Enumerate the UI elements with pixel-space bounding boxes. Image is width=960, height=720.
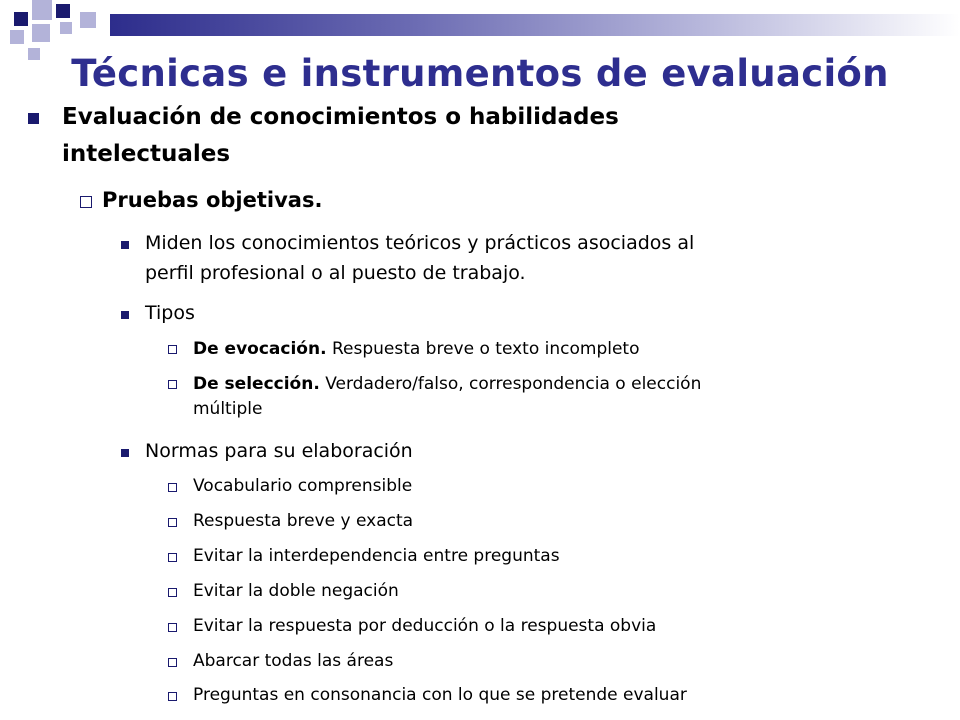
miden-line2: perfil profesional o al puesto de trabajo. [145, 262, 526, 284]
norma-item-7: Preguntas en consonancia con lo que se pretende evaluar [193, 685, 687, 705]
norma-item-6: Abarcar todas las áreas [193, 651, 394, 671]
norma3-hollow-bullet-icon [168, 553, 177, 562]
tipo2-bold: De selección. [193, 374, 320, 394]
decor-square-7 [80, 12, 96, 28]
norma-item-2: Respuesta breve y exacta [193, 511, 414, 531]
tipos-label: Tipos [145, 302, 195, 324]
miden-line1: Miden los conocimientos teóricos y prácticos asociados al [145, 232, 695, 254]
normas-bullet-icon [121, 449, 129, 457]
tipo2-line2: múltiple [193, 399, 263, 419]
level1-bullet-icon [28, 113, 39, 124]
miden-bullet-icon [121, 241, 129, 249]
norma7-hollow-bullet-icon [168, 692, 177, 701]
tipo1-hollow-bullet-icon [168, 345, 177, 354]
tipo2-text: Verdadero/falso, correspondencia o elección [319, 374, 702, 394]
norma-item-3: Evitar la interdependencia entre preguntas [193, 546, 560, 566]
tipo2-hollow-bullet-icon [168, 380, 177, 389]
decor-square-6 [60, 22, 72, 34]
norma2-hollow-bullet-icon [168, 518, 177, 527]
decor-square-3 [56, 4, 70, 18]
norma-item-5: Evitar la respuesta por deducción o la respuesta obvia [193, 616, 657, 636]
decor-square-2 [32, 0, 52, 20]
level1-line2: intelectuales [62, 141, 231, 167]
decor-square-1 [14, 12, 28, 26]
norma5-hollow-bullet-icon [168, 623, 177, 632]
tipo1-bold: De evocación. [193, 339, 327, 359]
norma1-hollow-bullet-icon [168, 483, 177, 492]
norma-item-1: Vocabulario comprensible [193, 476, 413, 496]
tipos-bullet-icon [121, 311, 129, 319]
level2-heading: Pruebas objetivas. [102, 188, 323, 212]
norma6-hollow-bullet-icon [168, 658, 177, 667]
level1-line1: Evaluación de conocimientos o habilidades [62, 104, 619, 130]
tipo1-item [193, 337, 639, 361]
tipo1-text: Respuesta breve o texto incompleto [326, 339, 640, 359]
decor-square-4 [10, 30, 24, 44]
header-gradient-bar [110, 14, 960, 36]
decor-square-5 [32, 24, 50, 42]
norma4-hollow-bullet-icon [168, 588, 177, 597]
tipo2-item [193, 372, 701, 396]
norma-item-4: Evitar la doble negación [193, 581, 399, 601]
normas-label: Normas para su elaboración [145, 440, 413, 462]
level2-hollow-bullet-icon [80, 196, 92, 208]
slide-title: Técnicas e instrumentos de evaluación [71, 52, 889, 95]
